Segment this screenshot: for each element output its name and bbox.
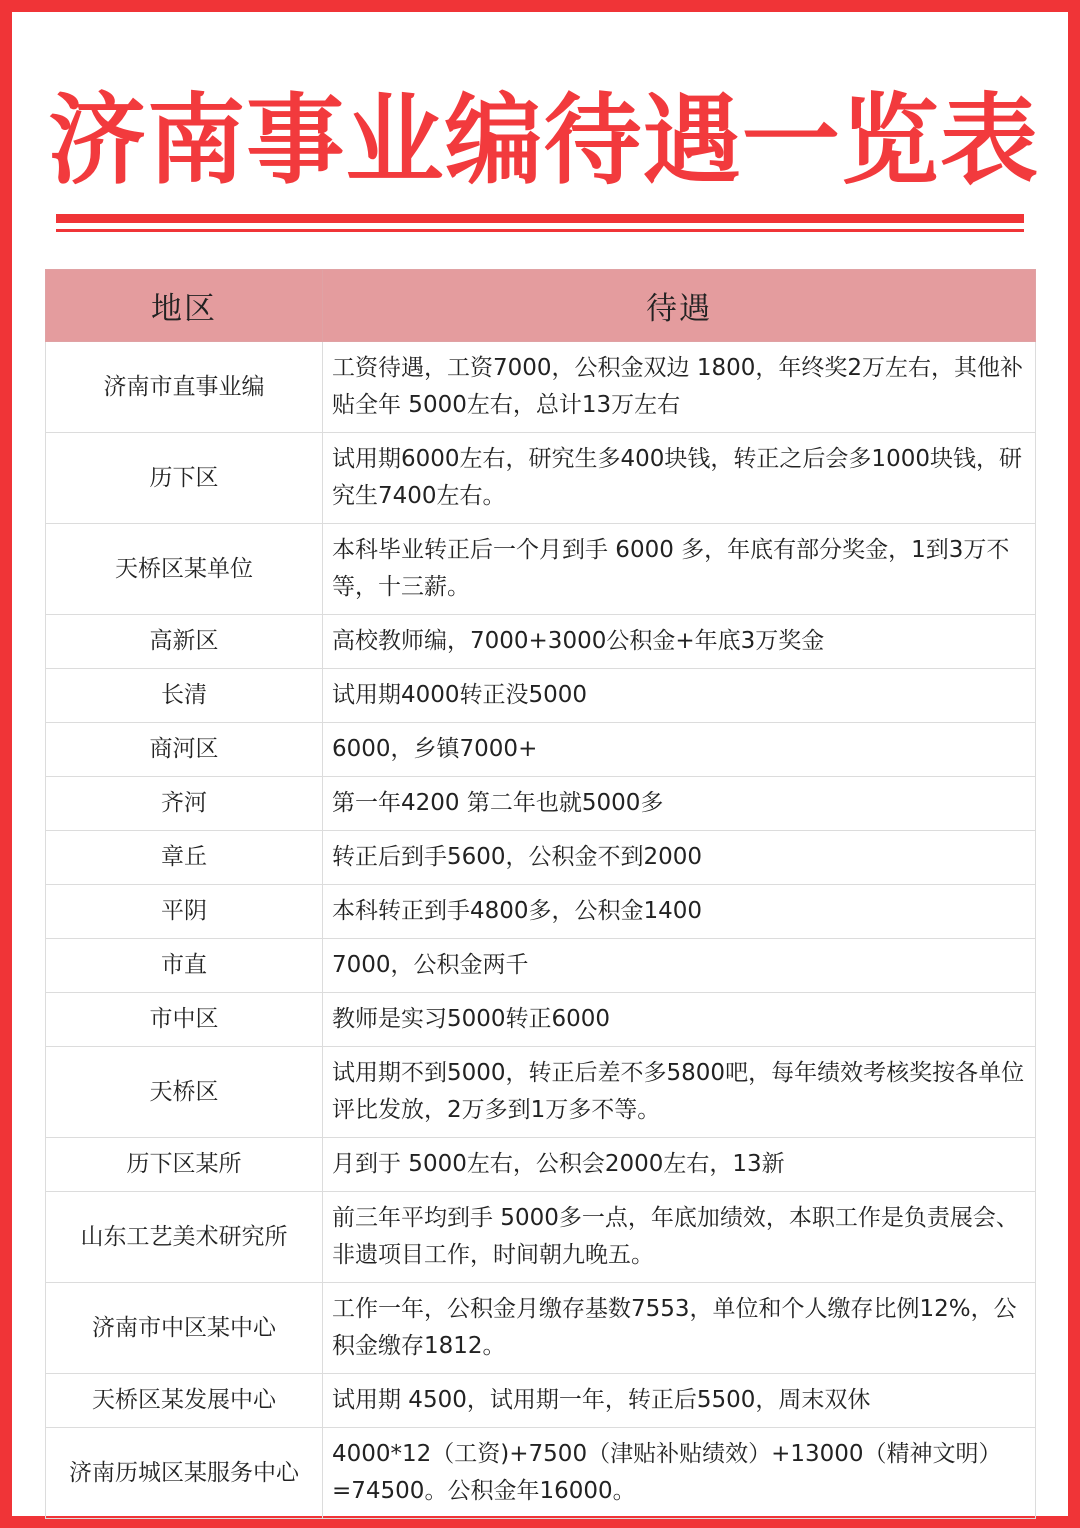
benefits-cell: 工作一年，公积金月缴存基数7553，单位和个人缴存比例12%，公积金缴存1812。 xyxy=(323,1283,1036,1374)
benefits-cell: 7000，公积金两千 xyxy=(323,939,1036,993)
table-header-row xyxy=(46,270,1036,342)
region-cell: 山东工艺美术研究所 xyxy=(46,1192,323,1283)
region-cell: 高新区 xyxy=(46,615,323,669)
title-underline-thin xyxy=(56,229,1024,232)
table-row xyxy=(46,723,1036,777)
benefits-cell: 前三年平均到手 5000多一点，年底加绩效，本职工作是负责展会、非遗项目工作，时间朝九晚五。 xyxy=(323,1192,1036,1283)
title-char: 览 xyxy=(840,83,939,198)
title-char: 济 xyxy=(48,83,147,198)
table-row xyxy=(46,342,1036,433)
table-row xyxy=(46,433,1036,524)
title-underline-thick xyxy=(56,214,1024,223)
region-cell: 济南市中区某中心 xyxy=(46,1283,323,1374)
title-char: 南 xyxy=(147,83,246,198)
region-cell: 长清 xyxy=(46,669,323,723)
title-char: 待 xyxy=(543,83,642,198)
region-cell: 历下区某所 xyxy=(46,1138,323,1192)
benefits-cell: 教师是实习5000转正6000 xyxy=(323,993,1036,1047)
table-row xyxy=(46,1428,1036,1519)
region-cell: 天桥区 xyxy=(46,1047,323,1138)
title-char: 业 xyxy=(345,83,444,198)
table-row xyxy=(46,885,1036,939)
title-char: 遇 xyxy=(642,83,741,198)
title-char: 表 xyxy=(939,83,1038,198)
benefits-cell: 试用期6000左右，研究生多400块钱，转正之后会多1000块钱，研究生7400左右。 xyxy=(323,433,1036,524)
table-row xyxy=(46,777,1036,831)
region-cell: 商河区 xyxy=(46,723,323,777)
table-row xyxy=(46,669,1036,723)
benefits-cell: 月到于 5000左右，公积会2000左右，13新 xyxy=(323,1138,1036,1192)
region-cell: 市中区 xyxy=(46,993,323,1047)
title-char: 一 xyxy=(741,83,840,198)
region-cell: 济南市直事业编 xyxy=(46,342,323,433)
benefits-cell: 6000，乡镇7000+ xyxy=(323,723,1036,777)
header-benefits: 待遇 xyxy=(323,270,1036,342)
region-cell: 天桥区某单位 xyxy=(46,524,323,615)
table-row xyxy=(46,1374,1036,1428)
table-row xyxy=(46,1138,1036,1192)
region-cell: 市直 xyxy=(46,939,323,993)
table-row xyxy=(46,524,1036,615)
title-char: 编 xyxy=(444,83,543,198)
region-cell: 章丘 xyxy=(46,831,323,885)
region-cell: 天桥区某发展中心 xyxy=(46,1374,323,1428)
region-cell: 济南历城区某服务中心 xyxy=(46,1428,323,1519)
table-row xyxy=(46,1047,1036,1138)
benefits-cell: 高校教师编，7000+3000公积金+年底3万奖金 xyxy=(323,615,1036,669)
benefits-cell: 工资待遇，工资7000，公积金双边 1800，年终奖2万左右，其他补贴全年 5000左右，总计13万左右 xyxy=(323,342,1036,433)
benefits-cell: 试用期不到5000，转正后差不多5800吧，每年绩效考核奖按各单位评比发放，2万多到1万多不等。 xyxy=(323,1047,1036,1138)
table-row xyxy=(46,1192,1036,1283)
benefits-cell: 转正后到手5600，公积金不到2000 xyxy=(323,831,1036,885)
benefits-cell: 试用期 4500，试用期一年，转正后5500，周末双休 xyxy=(323,1374,1036,1428)
page-title xyxy=(48,72,1038,198)
benefits-cell: 本科毕业转正后一个月到手 6000 多，年底有部分奖金，1到3万不等，十三薪。 xyxy=(323,524,1036,615)
benefits-cell: 试用期4000转正没5000 xyxy=(323,669,1036,723)
table-row xyxy=(46,831,1036,885)
region-cell: 齐河 xyxy=(46,777,323,831)
region-cell: 历下区 xyxy=(46,433,323,524)
table-row xyxy=(46,1283,1036,1374)
benefits-table xyxy=(45,269,1036,1519)
benefits-cell: 4000*12（工资)+7500（津贴补贴绩效）+13000（精神文明）=74500。公积金年16000。 xyxy=(323,1428,1036,1519)
table-row xyxy=(46,993,1036,1047)
benefits-cell: 第一年4200 第二年也就5000多 xyxy=(323,777,1036,831)
benefits-cell: 本科转正到手4800多，公积金1400 xyxy=(323,885,1036,939)
header-region: 地区 xyxy=(46,270,323,342)
table-row xyxy=(46,939,1036,993)
region-cell: 平阴 xyxy=(46,885,323,939)
table-row xyxy=(46,615,1036,669)
title-char: 事 xyxy=(246,83,345,198)
